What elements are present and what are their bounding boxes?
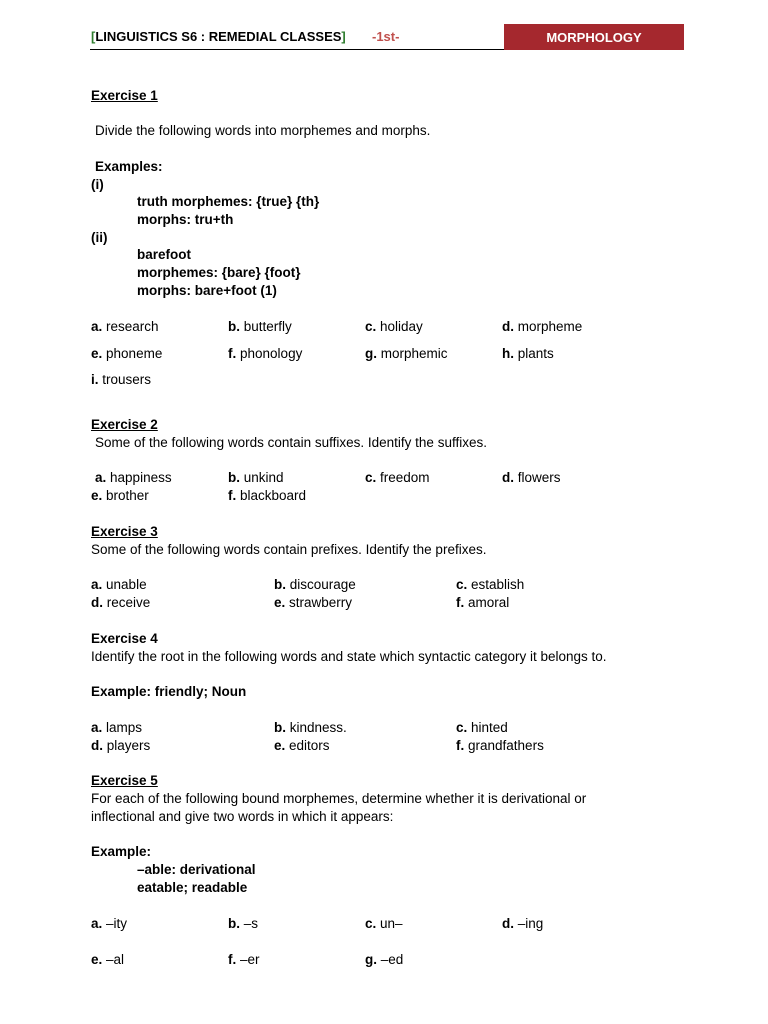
bracket-open: [: [91, 29, 96, 44]
exercise-5-instruction-line1: For each of the following bound morphemes, determine whether it is derivational or: [91, 791, 587, 806]
list-item: b. unkind: [228, 470, 284, 485]
example-ii-line2: morphemes: {bare} {foot}: [137, 265, 301, 280]
list-item: d. receive: [91, 595, 151, 610]
list-item: a. unable: [91, 577, 147, 592]
header-title: [91, 29, 346, 44]
list-item: e. brother: [91, 488, 149, 503]
example-i-marker: (i): [91, 177, 104, 192]
list-item: d. flowers: [502, 470, 561, 485]
header-divider: [90, 49, 504, 50]
bracket-close: ]: [341, 29, 346, 44]
exercise-5-example-line2: eatable; readable: [137, 880, 248, 895]
list-item: f. phonology: [228, 346, 303, 361]
list-item: b. –s: [228, 916, 259, 931]
example-ii-line1: barefoot: [137, 247, 191, 262]
list-item: d. players: [91, 738, 151, 753]
list-item: h. plants: [502, 346, 554, 361]
course-title: LINGUISTICS S6 : REMEDIAL CLASSES: [95, 29, 342, 44]
exercise-3-heading: Exercise 3: [91, 524, 158, 539]
exercise-5-example-line1: –able: derivational: [137, 862, 256, 877]
list-item: c. hinted: [456, 720, 508, 735]
section-banner: MORPHOLOGY: [504, 24, 684, 50]
exercise-2-instruction: Some of the following words contain suffixes. Identify the suffixes.: [95, 435, 487, 450]
list-item: b. butterfly: [228, 319, 292, 334]
exercise-1-instruction: Divide the following words into morphemes and morphs.: [95, 123, 431, 138]
list-item: a. happiness: [95, 470, 172, 485]
exercise-1-heading: Exercise 1: [91, 88, 158, 103]
list-item: a. –ity: [91, 916, 128, 931]
list-item: f. blackboard: [228, 488, 307, 503]
exercise-3-instruction: Some of the following words contain prefixes. Identify the prefixes.: [91, 542, 487, 557]
list-item: e. phoneme: [91, 346, 163, 361]
page-marker: -1st-: [372, 29, 400, 44]
exercise-5-instruction-line2: inflectional and give two words in which it appears:: [91, 809, 394, 824]
list-item: f. amoral: [456, 595, 510, 610]
list-item: i. trousers: [91, 372, 152, 387]
list-item: c. freedom: [365, 470, 430, 485]
list-item: e. strawberry: [274, 595, 353, 610]
exercise-4-heading: Exercise 4: [91, 631, 158, 646]
list-item: b. kindness.: [274, 720, 347, 735]
list-item: e. –al: [91, 952, 125, 967]
list-item: f. –er: [228, 952, 260, 967]
examples-label: Examples:: [95, 159, 163, 174]
list-item: e. editors: [274, 738, 330, 753]
list-item: c. un–: [365, 916, 403, 931]
exercise-2-heading: Exercise 2: [91, 417, 158, 432]
list-item: a. research: [91, 319, 159, 334]
exercise-5-heading: Exercise 5: [91, 773, 158, 788]
example-ii-marker: (ii): [91, 230, 108, 245]
list-item: d. morpheme: [502, 319, 583, 334]
list-item: g. –ed: [365, 952, 404, 967]
list-item: b. discourage: [274, 577, 356, 592]
list-item: c. establish: [456, 577, 525, 592]
list-item: g. morphemic: [365, 346, 448, 361]
example-i-line2: morphs: tru+th: [137, 212, 234, 227]
list-item: a. lamps: [91, 720, 143, 735]
list-item: d. –ing: [502, 916, 544, 931]
exercise-4-example: Example: friendly; Noun: [91, 684, 247, 699]
list-item: f. grandfathers: [456, 738, 544, 753]
example-i-line1: truth morphemes: {true} {th}: [137, 194, 320, 209]
exercise-5-example-label: Example:: [91, 844, 152, 859]
example-ii-line3: morphs: bare+foot (1): [137, 283, 277, 298]
list-item: c. holiday: [365, 319, 423, 334]
exercise-4-instruction: Identify the root in the following words and state which syntactic category it belongs to.: [91, 649, 607, 664]
